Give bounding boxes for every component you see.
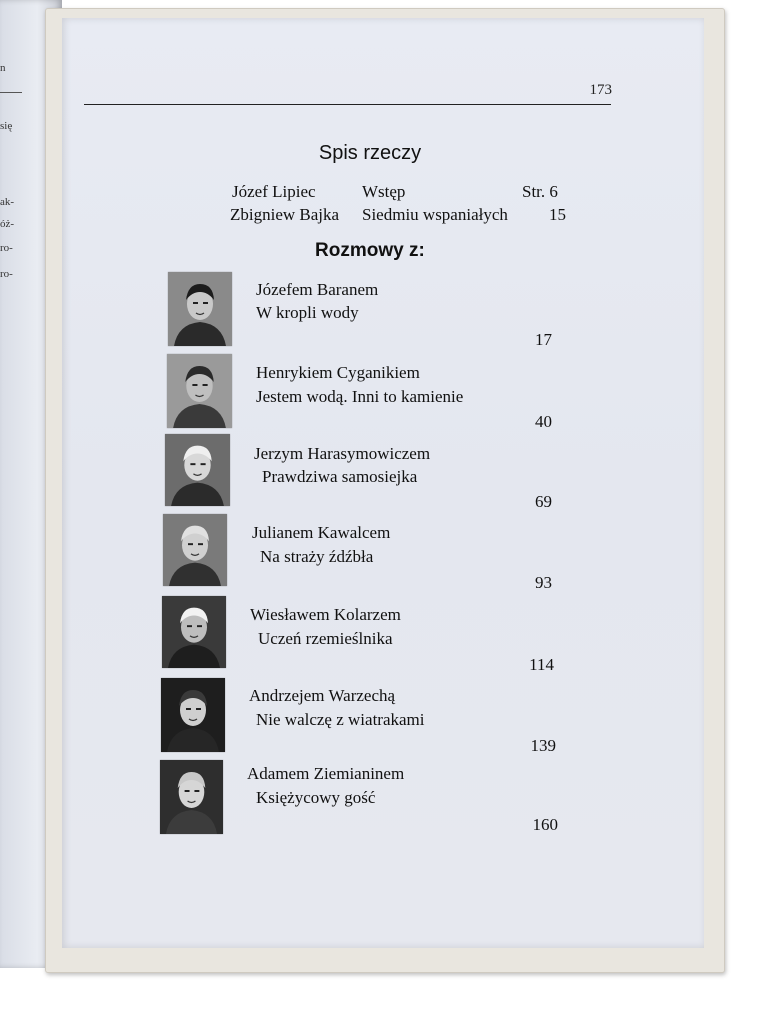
portrait-photo (168, 272, 232, 346)
interview-title: Jestem wodą. Inni to kamienie (256, 387, 464, 406)
interview-page: 93 (535, 573, 552, 592)
portrait-photo (160, 760, 223, 834)
interviewee-name: Andrzejem Warzechą (249, 686, 396, 705)
intro-author: Zbigniew Bajka (230, 205, 340, 224)
page-number: 173 (589, 82, 612, 98)
interview-title: Nie walczę z wiatrakami (256, 710, 425, 729)
toc-title: Spis rzeczy (318, 142, 422, 164)
left-page-fragment: n (0, 62, 6, 74)
interviewee-name: Adamem Ziemianinem (247, 764, 405, 783)
interview-page: 114 (529, 655, 554, 674)
section-heading: Rozmowy z: (315, 240, 425, 261)
left-page-fragment: ak- (0, 196, 15, 208)
left-page-fragment: się (0, 120, 13, 132)
left-page-fragment: ro- (0, 242, 13, 254)
intro-title: Siedmiu wspaniałych (362, 205, 508, 224)
left-page-rule (0, 92, 22, 93)
portrait-photo (165, 434, 230, 506)
interviewee-name: Julianem Kawalcem (252, 523, 391, 542)
interview-title: W kropli wody (256, 303, 359, 322)
interview-title: Na straży źdźbła (260, 547, 374, 566)
header-rule (84, 104, 611, 105)
portrait-photo (162, 596, 226, 668)
interview-page: 160 (532, 815, 558, 834)
portrait-photo (163, 514, 227, 586)
intro-page: 15 (549, 205, 566, 224)
left-page-fragment: ro- (0, 268, 13, 280)
intro-author: Józef Lipiec (232, 182, 316, 201)
portrait-photo (161, 678, 225, 752)
interviewee-name: Henrykiem Cyganikiem (256, 363, 420, 382)
interviewee-name: Jerzym Harasymowiczem (254, 444, 431, 463)
interview-page: 17 (535, 330, 552, 349)
interview-page: 139 (530, 736, 556, 755)
intro-title: Wstęp (362, 182, 406, 201)
interviewee-name: Józefem Baranem (256, 280, 379, 299)
intro-page: Str. 6 (522, 182, 558, 201)
interview-page: 40 (535, 412, 552, 431)
interview-page: 69 (535, 492, 552, 511)
portrait-photo (167, 354, 232, 428)
interview-title: Księżycowy gość (256, 788, 376, 807)
interviewee-name: Wiesławem Kolarzem (250, 605, 401, 624)
left-page-fragment: óż- (0, 218, 15, 230)
interview-title: Prawdziwa samosiejka (262, 467, 418, 486)
interview-title: Uczeń rzemieślnika (258, 629, 393, 648)
